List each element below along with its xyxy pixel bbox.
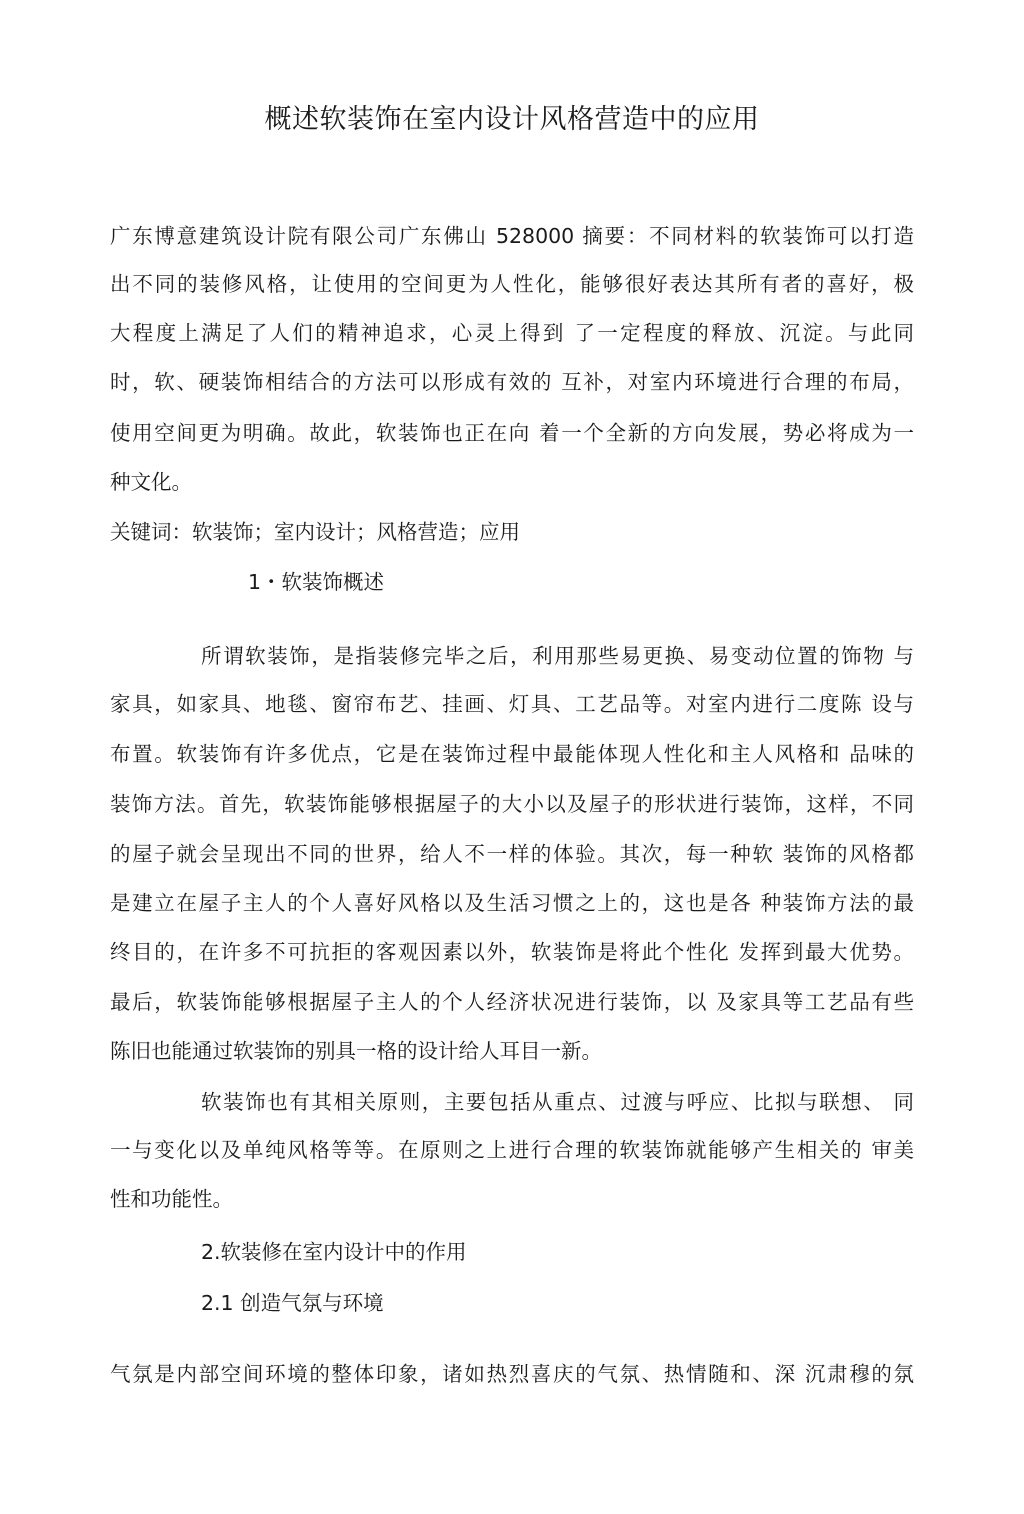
paragraph-line: 终目的，在许多不可抗拒的客观因素以外，软装饰是将此个性化 发挥到最大优势。 — [110, 940, 914, 964]
keywords: 关键词：软装饰；室内设计；风格营造；应用 — [110, 520, 520, 544]
section-heading: 1・软装饰概述 — [248, 570, 385, 594]
paragraph-line: 装饰方法。首先，软装饰能够根据屋子的大小以及屋子的形状进行装饰，这样，不同 — [110, 792, 914, 816]
paragraph-line: 气氛是内部空间环境的整体印象，诸如热烈喜庆的气氛、热情随和、深 沉肃穆的氛 — [110, 1362, 914, 1386]
document-title: 概述软装饰在室内设计风格营造中的应用 — [264, 104, 760, 135]
paragraph-line: 的屋子就会呈现出不同的世界，给人不一样的体验。其次，每一种软 装饰的风格都 — [110, 842, 914, 866]
abstract-line: 种文化。 — [110, 470, 192, 494]
abstract-line: 大程度上满足了人们的精神追求，心灵上得到 了一定程度的释放、沉淀。与此同 — [110, 321, 914, 345]
abstract-line: 广东博意建筑设计院有限公司广东佛山 528000 摘要：不同材料的软装饰可以打造 — [110, 224, 914, 248]
abstract-line: 出不同的装修风格，让使用的空间更为人性化，能够很好表达其所有者的喜好，极 — [110, 272, 914, 296]
paragraph-line: 性和功能性。 — [110, 1187, 233, 1211]
section-heading: 2.软装修在室内设计中的作用 — [201, 1240, 467, 1264]
paragraph-line: 一与变化以及单纯风格等等。在原则之上进行合理的软装饰就能够产生相关的 审美 — [110, 1138, 914, 1162]
paragraph-line: 陈旧也能通过软装饰的别具一格的设计给人耳目一新。 — [110, 1039, 602, 1063]
paragraph-line: 软装饰也有其相关原则，主要包括从重点、过渡与呼应、比拟与联想、 同 — [201, 1090, 914, 1114]
paragraph-line: 是建立在屋子主人的个人喜好风格以及生活习惯之上的，这也是各 种装饰方法的最 — [110, 891, 914, 915]
paragraph-line: 所谓软装饰，是指装修完毕之后，利用那些易更换、易变动位置的饰物 与 — [201, 644, 914, 668]
abstract-line: 使用空间更为明确。故此，软装饰也正在向 着一个全新的方向发展，势必将成为一 — [110, 421, 914, 445]
paragraph-line: 家具，如家具、地毯、窗帘布艺、挂画、灯具、工艺品等。对室内进行二度陈 设与 — [110, 692, 914, 716]
subsection-heading: 2.1 创造气氛与环境 — [201, 1291, 384, 1315]
abstract-line: 时，软、硬装饰相结合的方法可以形成有效的 互补，对室内环境进行合理的布局， — [110, 370, 914, 394]
paragraph-line: 最后，软装饰能够根据屋子主人的个人经济状况进行装饰，以 及家具等工艺品有些 — [110, 990, 914, 1014]
paragraph-line: 布置。软装饰有许多优点，它是在装饰过程中最能体现人性化和主人风格和 品味的 — [110, 742, 914, 766]
